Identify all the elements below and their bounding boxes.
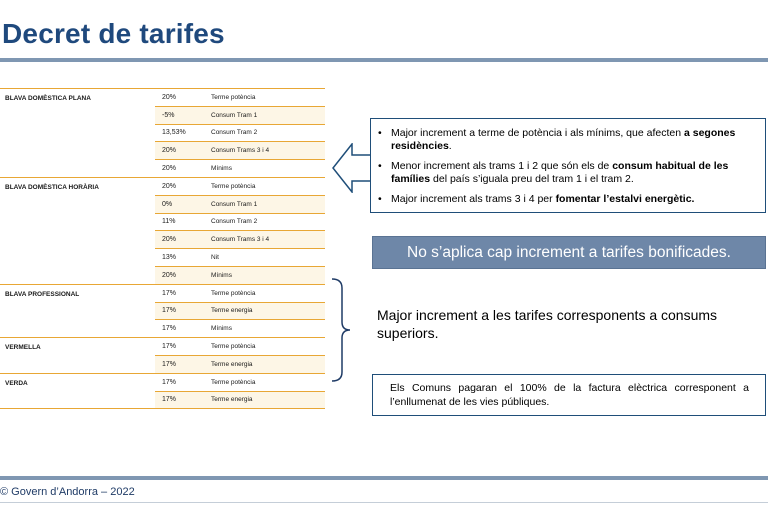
tariff-row bbox=[155, 356, 325, 373]
tariff-concept: Terme potència bbox=[211, 378, 256, 386]
tariff-notes-list bbox=[389, 127, 753, 206]
tariff-increment: 11% bbox=[162, 218, 176, 226]
tariff-group bbox=[0, 285, 325, 338]
tariff-note-emphasis: fomentar l’estalvi energètic. bbox=[555, 193, 695, 205]
tariff-row bbox=[155, 160, 325, 177]
tariff-note-item: • Major increment a terme de potència i als mínims, que afecten a segones residències. bbox=[389, 127, 753, 153]
tariff-row bbox=[155, 285, 325, 303]
tariff-concept: Terme energia bbox=[211, 307, 253, 315]
tariff-increment: 17% bbox=[162, 289, 177, 297]
tariff-increment: 13% bbox=[162, 254, 177, 262]
tariff-increment: 20% bbox=[162, 147, 177, 155]
tariff-concept: Consum Trams 3 i 4 bbox=[211, 147, 270, 155]
tariff-concept: Terme energia bbox=[211, 360, 253, 368]
tariff-increment: 20% bbox=[162, 236, 177, 244]
tariff-row bbox=[155, 320, 325, 337]
tariff-row bbox=[155, 231, 325, 249]
tariff-concept: Consum Tram 1 bbox=[211, 111, 258, 119]
tariff-note-emphasis: a segones residències bbox=[391, 127, 736, 152]
tariff-row bbox=[155, 125, 325, 143]
tariff-notes-box bbox=[370, 118, 766, 213]
tariff-concept: Consum Tram 2 bbox=[211, 218, 258, 226]
tariff-group-name: BLAVA DOMÈSTICA HORÀRIA bbox=[5, 183, 99, 191]
tariff-group bbox=[0, 374, 325, 410]
tariff-increment: 20% bbox=[162, 93, 177, 101]
tariff-note-item: • Major increment als trams 3 i 4 per fomentar l’estalvi energètic. bbox=[389, 193, 753, 206]
tariff-increment: 17% bbox=[162, 325, 177, 333]
tariff-row bbox=[155, 267, 325, 284]
tariff-concept: Terme potència bbox=[211, 289, 256, 297]
tariff-concept: Mínims bbox=[211, 325, 232, 333]
footer-divider bbox=[0, 476, 768, 480]
tariff-increment: 20% bbox=[162, 182, 177, 190]
tariff-concept: Nit bbox=[211, 254, 219, 262]
tariff-group-name: VERMELLA bbox=[5, 344, 41, 352]
comuns-note-box: Els Comuns pagaran el 100% de la factura elèctrica corresponent a l’enllumenat de les vies públiques. bbox=[372, 374, 766, 416]
tariff-concept: Mínims bbox=[211, 271, 232, 279]
right-brace-icon bbox=[330, 278, 352, 382]
tariff-row bbox=[155, 338, 325, 356]
tariff-concept: Consum Tram 1 bbox=[211, 200, 258, 208]
tariff-increment: 20% bbox=[162, 271, 177, 279]
tariff-group bbox=[0, 89, 325, 178]
tariff-group-name: BLAVA PROFESSIONAL bbox=[5, 290, 80, 298]
tariff-increment: 13,53% bbox=[162, 129, 186, 137]
tariff-concept: Mínims bbox=[211, 165, 232, 173]
tariff-row bbox=[155, 303, 325, 321]
tariff-row bbox=[155, 89, 325, 107]
tariff-row bbox=[155, 107, 325, 125]
left-arrow-icon bbox=[332, 143, 372, 193]
tariff-row bbox=[155, 249, 325, 267]
tariff-row bbox=[155, 196, 325, 214]
title-divider bbox=[0, 58, 768, 62]
tariff-concept: Terme potència bbox=[211, 182, 256, 190]
page-title: Decret de tarifes bbox=[2, 18, 225, 49]
tariff-note-item: • Menor increment als trams 1 i 2 que són els de consum habitual de les famílies del país s’iguala preu del tram 1 i el tram 2. bbox=[389, 160, 753, 186]
tariff-increment: 17% bbox=[162, 307, 177, 315]
subsidized-tariffs-banner: No s’aplica cap increment a tarifes bonificades. bbox=[372, 236, 766, 269]
tariff-table bbox=[0, 88, 325, 409]
tariff-increment: 17% bbox=[162, 396, 177, 404]
tariff-increment: 17% bbox=[162, 360, 177, 368]
footer-rule bbox=[0, 502, 768, 503]
tariff-concept: Consum Tram 2 bbox=[211, 129, 258, 137]
tariff-increment: 0% bbox=[162, 200, 173, 208]
tariff-note-emphasis: consum habitual de les famílies bbox=[391, 160, 729, 185]
tariff-group bbox=[0, 178, 325, 285]
tariff-row bbox=[155, 142, 325, 160]
tariff-group bbox=[0, 338, 325, 374]
tariff-increment: -5% bbox=[162, 111, 175, 119]
tariff-increment: 17% bbox=[162, 343, 177, 351]
tariff-concept: Terme energia bbox=[211, 396, 253, 404]
major-increment-text: Major increment a les tarifes corresponents a consums superiors. bbox=[377, 307, 718, 341]
tariff-row bbox=[155, 178, 325, 196]
tariff-row bbox=[155, 392, 325, 409]
tariff-group-name: VERDA bbox=[5, 379, 28, 387]
tariff-concept: Terme potència bbox=[211, 343, 256, 351]
tariff-row bbox=[155, 374, 325, 392]
tariff-concept: Consum Trams 3 i 4 bbox=[211, 236, 270, 244]
tariff-concept: Terme potència bbox=[211, 93, 256, 101]
tariff-group-name: BLAVA DOMÈSTICA PLANA bbox=[5, 95, 91, 102]
tariff-increment: 20% bbox=[162, 165, 177, 173]
tariff-increment: 17% bbox=[162, 378, 177, 386]
tariff-row bbox=[155, 214, 325, 232]
footer-copyright: © Govern d’Andorra – 2022 bbox=[0, 486, 135, 498]
